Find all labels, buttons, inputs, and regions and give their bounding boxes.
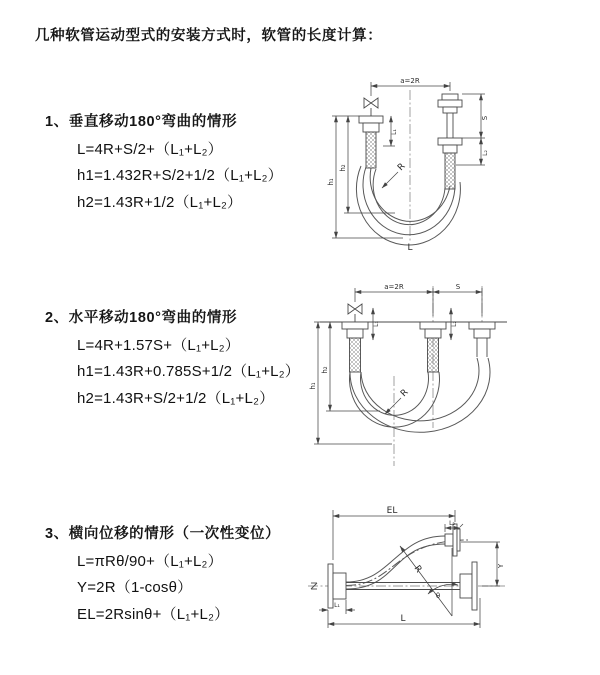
- diagram-vertical-180-bend: [303, 70, 590, 262]
- right-flange: [460, 562, 477, 610]
- section-1: [45, 110, 283, 211]
- upper-flange-displaced: [445, 524, 460, 556]
- dim-label-l2: L₂: [482, 150, 489, 156]
- section-2-heading: 2、水平移动180°弯曲的情形: [45, 310, 238, 326]
- dim-label-h2: h₂: [321, 366, 329, 374]
- middle-fitting: [420, 322, 446, 372]
- section-1-heading: 1、垂直移动180°弯曲的情形: [45, 114, 238, 130]
- dim-l1: [383, 116, 398, 146]
- dim-l: [328, 598, 480, 628]
- section-3-heading: 3、横向位移的情形（一次性变位）: [45, 526, 281, 542]
- dim-a2r: [371, 77, 450, 96]
- dim-l1: [319, 600, 355, 614]
- formula-s3-y: Y=2R（1-cosθ）: [77, 579, 193, 596]
- dim-label-h2: h₂: [339, 164, 347, 172]
- formula-s1-h2: h2=1.43R+1/2（L₁+L₂）: [77, 193, 243, 211]
- formula-s1-h1: h1=1.432R+S/2+1/2（L₁+L₂）: [77, 167, 283, 184]
- dim-label-l2: L₂: [449, 520, 455, 527]
- dim-a2r: [355, 283, 482, 316]
- dim-label-h1: h₁: [309, 382, 317, 390]
- formula-s2-h1: h1=1.43R+0.785S+1/2（L₁+L₂）: [77, 363, 300, 380]
- valve-icon: [348, 304, 362, 322]
- dim-label-s: S: [481, 115, 489, 121]
- dim-label-y: Y: [497, 563, 505, 569]
- left-fitting: [359, 116, 383, 168]
- dim-label-l2: L₂: [451, 321, 458, 327]
- angle-label: θ: [435, 592, 441, 600]
- right-fitting: [438, 94, 462, 189]
- section-2: [45, 306, 300, 407]
- radius-leader: [382, 162, 408, 188]
- formula-s2-h2: h2=1.43R+S/2+1/2（L₁+L₂）: [77, 389, 275, 407]
- dim-l1: [373, 308, 380, 340]
- diagram-horizontal-180-bend: [300, 278, 590, 474]
- dim-label-a2r: a=2R: [384, 283, 404, 291]
- dim-label-l1: L₁: [373, 321, 380, 327]
- valve-icon: [364, 98, 378, 116]
- formula-s2-l: L=4R+1.57S+（L₁+L₂）: [77, 336, 240, 354]
- dim-label-a2r: a=2R: [400, 77, 420, 85]
- radius-leader: [385, 388, 411, 414]
- radius-label: R: [411, 563, 424, 575]
- radius-theta-construction: [400, 546, 458, 616]
- dim-label-s: S: [455, 283, 461, 291]
- dim-label-h1: h₁: [327, 178, 335, 186]
- dim-label-l1: L₁: [391, 129, 398, 135]
- formula-s3-l: L=πRθ/90+（L₁+L₂）: [77, 552, 223, 570]
- section-3: [45, 522, 280, 623]
- dim-label-el: EL: [386, 506, 398, 516]
- left-fitting: [342, 322, 368, 372]
- formula-s1-l: L=4R+S/2+（L₁+L₂）: [77, 140, 223, 158]
- dim-el: [333, 506, 455, 560]
- radius-label: R: [399, 387, 411, 400]
- formula-s3-el: EL=2Rsinθ+（L₁+L₂）: [77, 605, 230, 623]
- hose-u-curves: [350, 358, 490, 432]
- dim-label-l1: L₁: [334, 602, 340, 609]
- dim-l2: [451, 308, 458, 340]
- radius-label: R: [396, 161, 408, 174]
- length-label: L: [407, 243, 413, 253]
- page-title: 几种软管运动型式的安装方式时，软管的长度计算：: [35, 28, 383, 44]
- dim-label-l: L: [400, 614, 406, 624]
- right-fitting-shifted: [469, 322, 495, 357]
- diagram-lateral-displacement: [300, 498, 600, 650]
